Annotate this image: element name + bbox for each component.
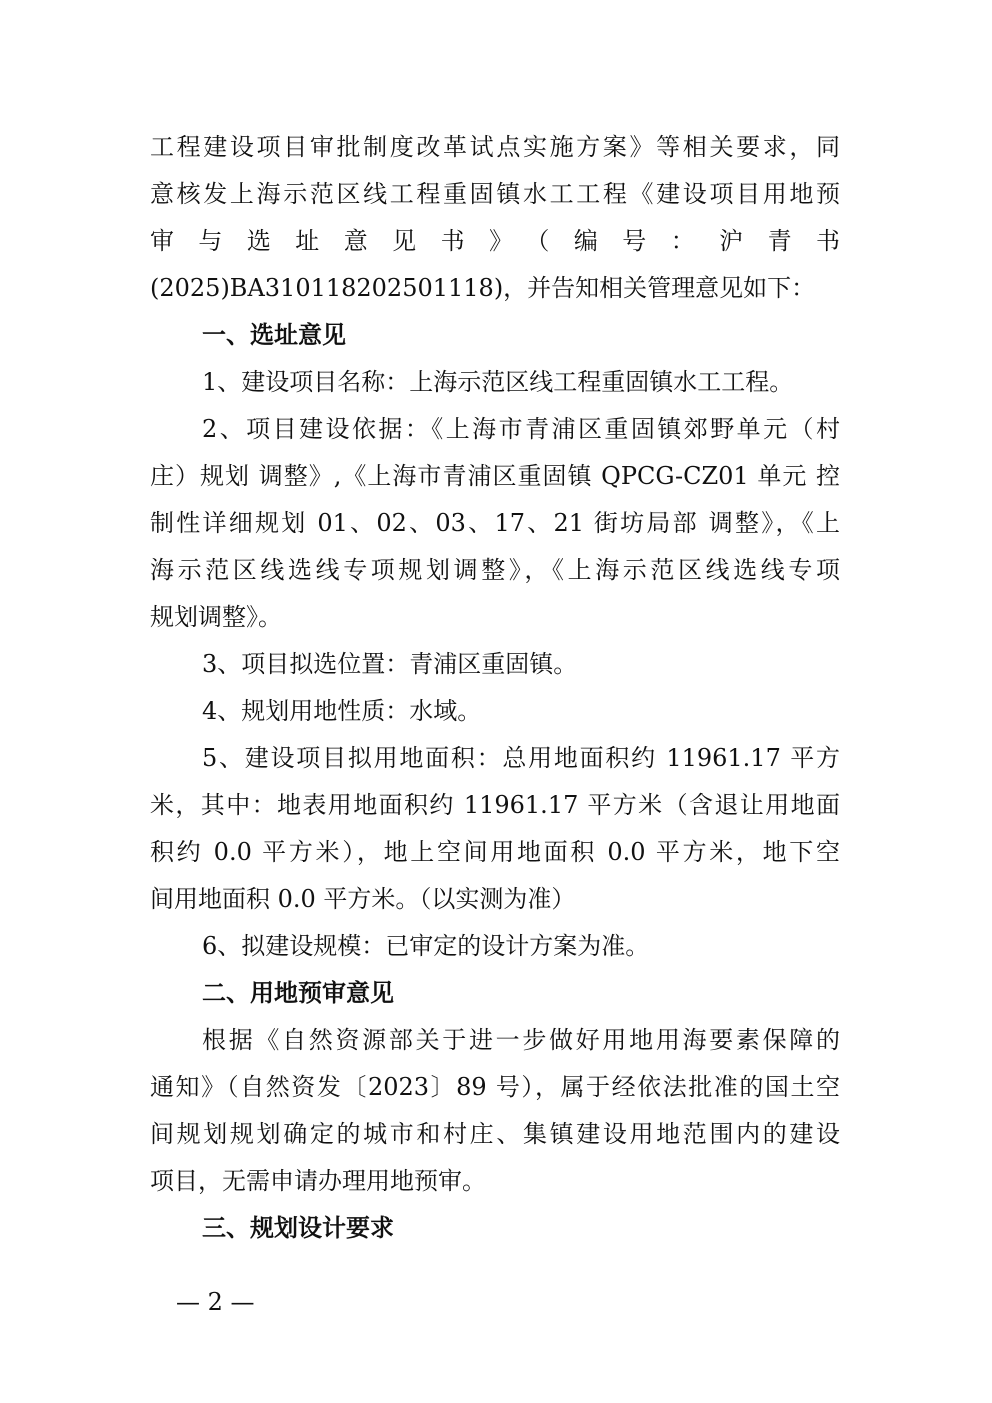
paragraph-line: (2025)BA310118202501118)，并告知相关管理意见如下：: [150, 274, 816, 302]
paragraph-line: 审与选址意见书》（编号：沪青书: [150, 227, 840, 255]
page-number: — 2 —: [176, 1288, 255, 1316]
paragraph-line: 根据《自然资源部关于进一步做好用地用海要素保障的: [202, 1026, 840, 1054]
paragraph-line: 间规划规划确定的城市和村庄、集镇建设用地范围内的建设: [150, 1120, 840, 1148]
paragraph-line: 间用地面积 0.0 平方米。（以实测为准）: [150, 885, 576, 913]
paragraph-line: 米，其中：地表用地面积约 11961.17 平方米（含退让用地面: [150, 791, 840, 819]
paragraph-line: 庄）规划 调整》,《上海市青浦区重固镇 QPCG-CZ01 单元 控: [150, 462, 840, 490]
section-heading-planning-design: 三、规划设计要求: [202, 1214, 394, 1242]
section-heading-site-selection: 一、选址意见: [202, 321, 346, 349]
paragraph-line: 3、项目拟选位置：青浦区重固镇。: [202, 650, 578, 678]
paragraph-line: 海示范区线选线专项规划调整》，《上海示范区线选线专项: [150, 556, 840, 584]
paragraph-line: 工程建设项目审批制度改革试点实施方案》等相关要求，同: [150, 133, 840, 161]
paragraph-line: 5、建设项目拟用地面积：总用地面积约 11961.17 平方: [202, 744, 840, 772]
paragraph-line: 4、规划用地性质：水域。: [202, 697, 482, 725]
document-body: [150, 124, 840, 1252]
paragraph-line: 1、建设项目名称：上海示范区线工程重固镇水工工程。: [202, 368, 794, 396]
paragraph-line: 积约 0.0 平方米），地上空间用地面积 0.0 平方米，地下空: [150, 838, 840, 866]
paragraph-line: 制性详细规划 01、02、03、17、21 街坊局部 调整》，《上: [150, 509, 840, 537]
paragraph-line: 项目，无需申请办理用地预审。: [150, 1167, 486, 1195]
section-heading-land-pre-review: 二、用地预审意见: [202, 979, 394, 1007]
paragraph-line: 通知》（自然资发〔2023〕89 号），属于经依法批准的国土空: [150, 1073, 840, 1101]
paragraph-line: 规划调整》。: [150, 603, 282, 631]
paragraph-line: 意核发上海示范区线工程重固镇水工工程《建设项目用地预: [150, 180, 840, 208]
paragraph-line: 2、项目建设依据：《上海市青浦区重固镇郊野单元（村: [202, 415, 840, 443]
paragraph-line: 6、拟建设规模：已审定的设计方案为准。: [202, 932, 650, 960]
